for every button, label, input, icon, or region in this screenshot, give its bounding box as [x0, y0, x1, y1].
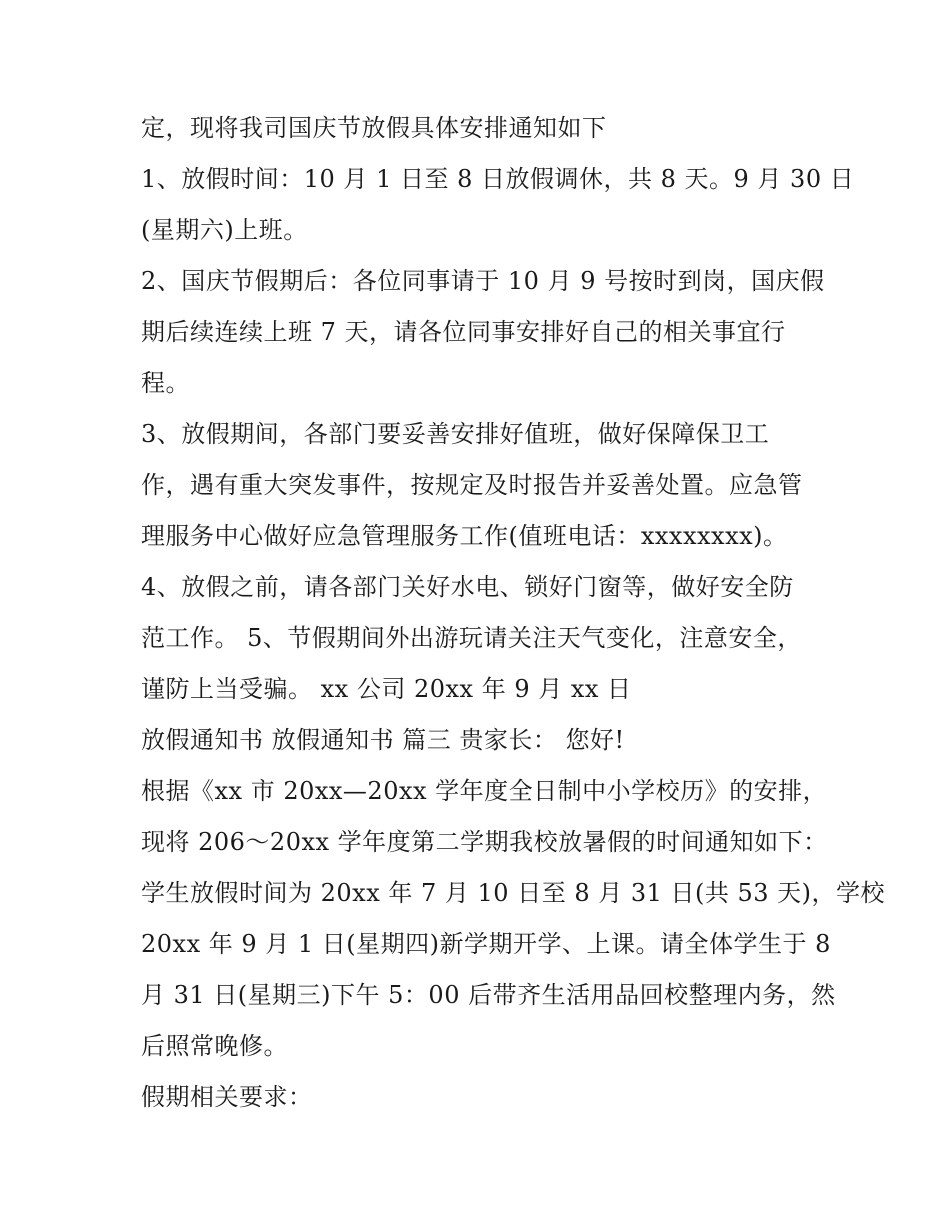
text-line: 月 31 日(星期三)下午 5：00 后带齐生活用品回校整理内务，然 [141, 981, 836, 1009]
text-line: 根据《xx 市 20xx—20xx 学年度全日制中小学校历》的安排， [141, 777, 828, 805]
text-line: 期后续连续上班 7 天，请各位同事安排好自己的相关事宜行 [141, 318, 786, 346]
text-line: 谨防上当受骗。 xx 公司 20xx 年 9 月 xx 日 [141, 675, 632, 703]
text-line: 作，遇有重大突发事件，按规定及时报告并妥善处置。应急管 [141, 471, 803, 499]
text-line: 定，现将我司国庆节放假具体安排通知如下 [141, 114, 607, 142]
text-line: 理服务中心做好应急管理服务工作(值班电话：xxxxxxxx)。 [141, 522, 788, 550]
text-line: 后照常晚修。 [141, 1032, 288, 1060]
text-line: 1、放假时间：10 月 1 日至 8 日放假调休，共 8 天。9 月 30 日 [141, 165, 855, 193]
text-line: 现将 206～20xx 学年度第二学期我校放暑假的时间通知如下： [141, 828, 828, 856]
text-line: 范工作。 5、节假期间外出游玩请关注天气变化，注意安全， [141, 624, 802, 652]
text-line: 2、国庆节假期后：各位同事请于 10 月 9 号按时到岗，国庆假 [141, 267, 825, 295]
text-line: 3、放假期间，各部门要妥善安排好值班，做好保障保卫工 [141, 420, 770, 448]
text-line: 4、放假之前，请各部门关好水电、锁好门窗等，做好安全防 [141, 573, 794, 601]
text-line: 学生放假时间为 20xx 年 7 月 10 日至 8 月 31 日(共 53 天)，学校 [141, 879, 886, 907]
text-line: 放假通知书 放假通知书 篇三 贵家长： 您好! [141, 726, 625, 754]
text-line: 程。 [141, 369, 190, 397]
document-body [141, 103, 886, 1123]
text-line: (星期六)上班。 [141, 216, 308, 244]
text-line: 20xx 年 9 月 1 日(星期四)新学期开学、上课。请全体学生于 8 [141, 930, 831, 958]
text-line: 假期相关要求： [141, 1083, 313, 1111]
